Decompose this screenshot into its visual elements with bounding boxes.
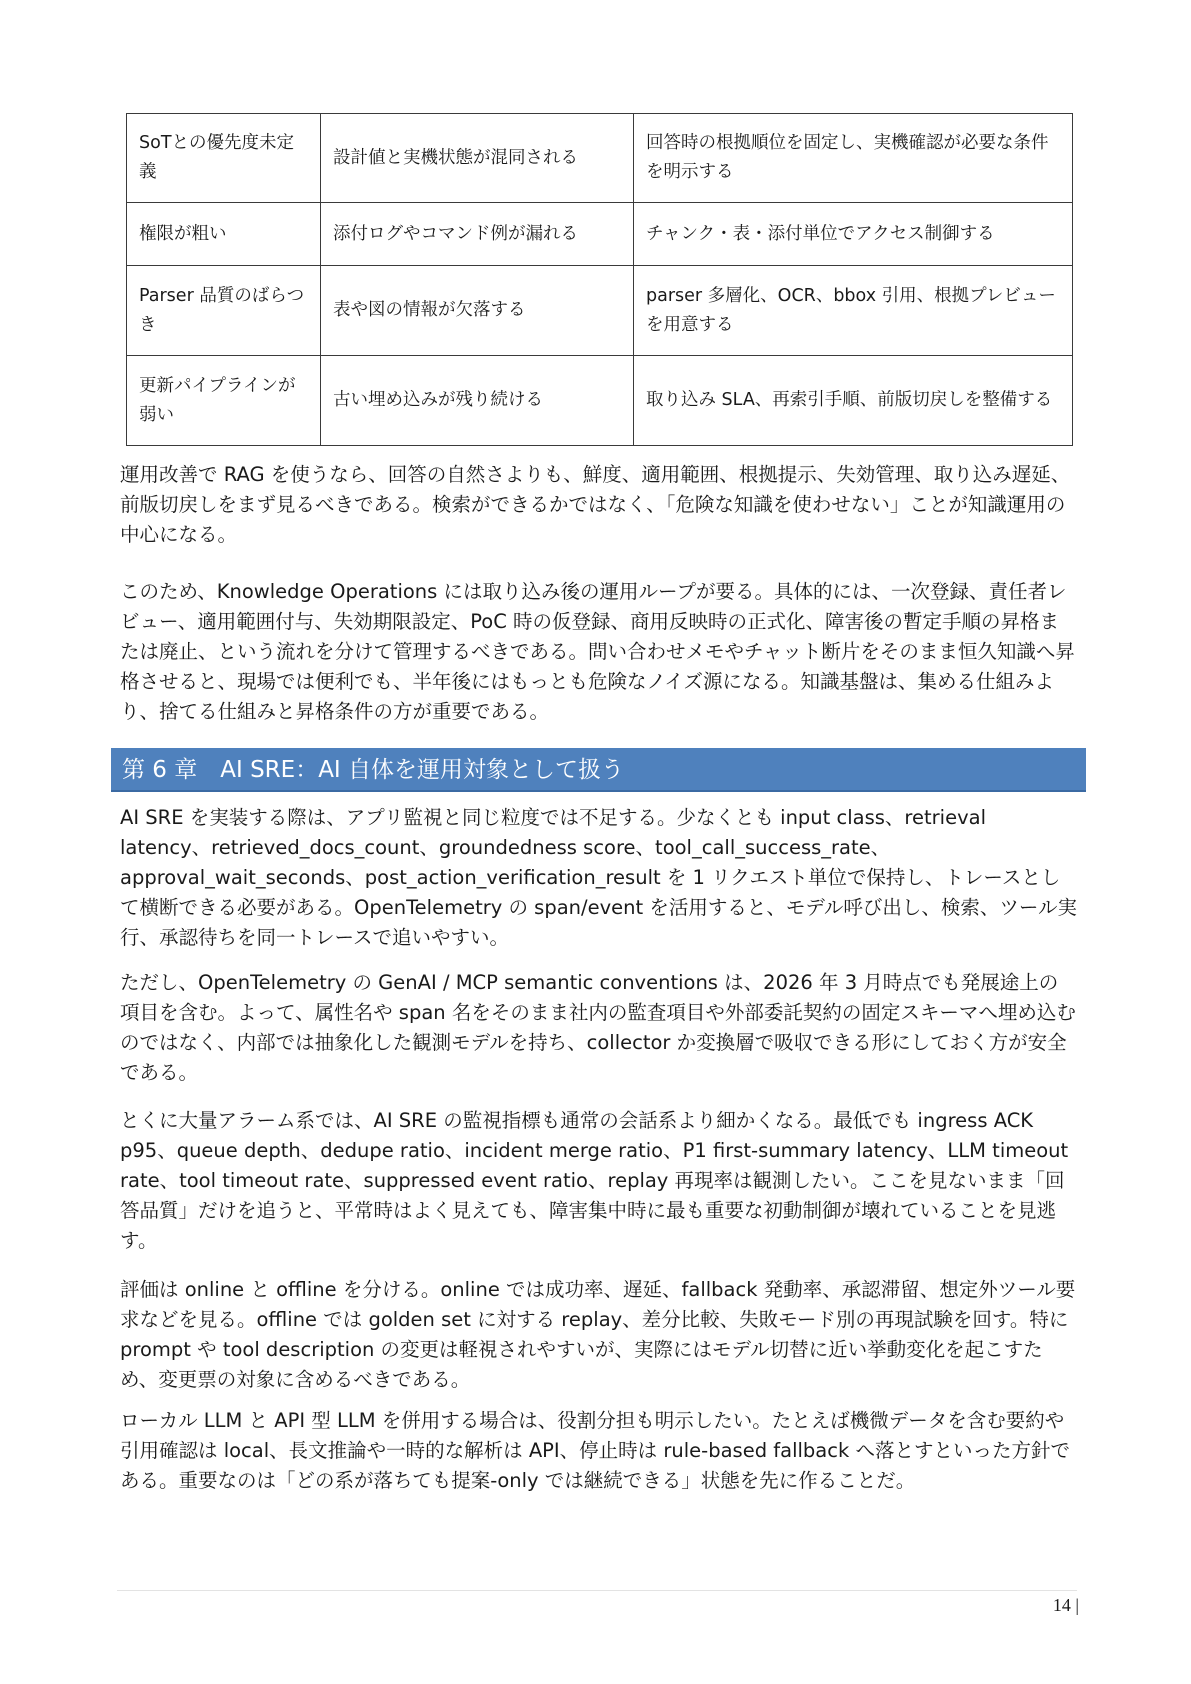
table-cell-risk: 更新パイプラインが弱い [127, 356, 321, 446]
page-number: 14 | [1052, 1595, 1079, 1615]
table-cell-impact: 表や図の情報が欠落する [321, 266, 634, 356]
table-cell-impact: 添付ログやコマンド例が漏れる [321, 203, 634, 266]
table-row [127, 203, 1073, 266]
table-cell-countermeasure: 回答時の根拠順位を固定し、実機確認が必要な条件を明示する [634, 114, 1073, 203]
table-cell-risk: Parser 品質のばらつき [127, 266, 321, 356]
table-cell-risk: 権限が粗い [127, 203, 321, 266]
body-paragraph-knowledge-operations: このため、Knowledge Operations には取り込み後の運用ループが要る。具体的には、一次登録、責任者レビュー、適用範囲付与、失効期限設定、PoC 時の仮登録、商用反映時の正式化、障害後の暫定手順の昇格または廃止、という流れを分けて管理するべきである。問い合わせメモやチャット断片をそのまま恒久知識へ昇格させると、現場では便利でも、半年後にはもっとも危険なノイズ源になる。知識基盤は、集める仕組みより、捨てる仕組みと昇格条件の方が重要である。 [120, 580, 1075, 723]
body-paragraph-local-api-llm: ローカル LLM と API 型 LLM を併用する場合は、役割分担も明示したい。たとえば機微データを含む要約や引用確認は local、長文推論や一時的な解析は API、停止時は rule-based fallback へ落とすといった方針である。重要なのは「どの系が落ちても提案-only では継続できる」状態を先に作ることだ。 [120, 1409, 1070, 1492]
table-cell-countermeasure: 取り込み SLA、再索引手順、前版切戻しを整備する [634, 356, 1073, 446]
table-cell-impact: 古い埋め込みが残り続ける [321, 356, 634, 446]
table-cell-countermeasure: チャンク・表・添付単位でアクセス制御する [634, 203, 1073, 266]
body-paragraph-otel-conventions: ただし、OpenTelemetry の GenAI / MCP semantic conventions は、2026 年 3 月時点でも発展途上の項目を含む。よって、属性名や span 名をそのまま社内の監査項目や外部委託契約の固定スキーマへ埋め込むのではなく、内部では抽象化した観測モデルを持ち、collector か変換層で吸収できる形にしておく方が安全である。 [120, 971, 1076, 1084]
table-row [127, 266, 1073, 356]
table-cell-risk: SoTとの優先度未定義 [127, 114, 321, 203]
chapter-heading: 第 6 章 AI SRE：AI 自体を運用対象として扱う [111, 748, 1086, 792]
footer-divider [117, 1590, 1077, 1591]
table-row [127, 356, 1073, 446]
risk-countermeasure-table [126, 113, 1073, 446]
body-paragraph-alarm-metrics: とくに大量アラーム系では、AI SRE の監視指標も通常の会話系より細かくなる。最低でも ingress ACK p95、queue depth、dedupe ratio、incident merge ratio、P1 first-summary latency、LLM timeout rate、tool timeout rate、suppressed event ratio、replay 再現率は観測したい。ここを見ないまま「回答品質」だけを追うと、平常時はよく見えても、障害集中時に最も重要な初動制御が壊れていることを見逃す。 [120, 1109, 1069, 1252]
table-cell-countermeasure: parser 多層化、OCR、bbox 引用、根拠プレビューを用意する [634, 266, 1073, 356]
table-row [127, 114, 1073, 203]
table-cell-impact: 設計値と実機状態が混同される [321, 114, 634, 203]
body-paragraph-ai-sre-metrics: AI SRE を実装する際は、アプリ監視と同じ粒度では不足する。少なくとも input class、retrieval latency、retrieved_docs_count、groundedness score、tool_call_success_rate、approval_wait_seconds、post_action_verification_result を 1 リクエスト単位で保持し、トレースとして横断できる必要がある。OpenTelemetry の span/event を活用すると、モデル呼び出し、検索、ツール実行、承認待ちを同一トレースで追いやすい。 [120, 806, 1077, 949]
body-paragraph-rag-operations: 運用改善で RAG を使うなら、回答の自然さよりも、鮮度、適用範囲、根拠提示、失効管理、取り込み遅延、前版切戻しをまず見るべきである。検索ができるかではなく、「危険な知識を使わせない」ことが知識運用の中心になる。 [120, 463, 1071, 546]
body-paragraph-evaluation: 評価は online と offline を分ける。online では成功率、遅延、fallback 発動率、承認滞留、想定外ツール要求などを見る。offline では golden set に対する replay、差分比較、失敗モード別の再現試験を回す。特に prompt や tool description の変更は軽視されやすいが、実際にはモデル切替に近い挙動変化を起こすため、変更票の対象に含めるべきである。 [120, 1278, 1076, 1391]
